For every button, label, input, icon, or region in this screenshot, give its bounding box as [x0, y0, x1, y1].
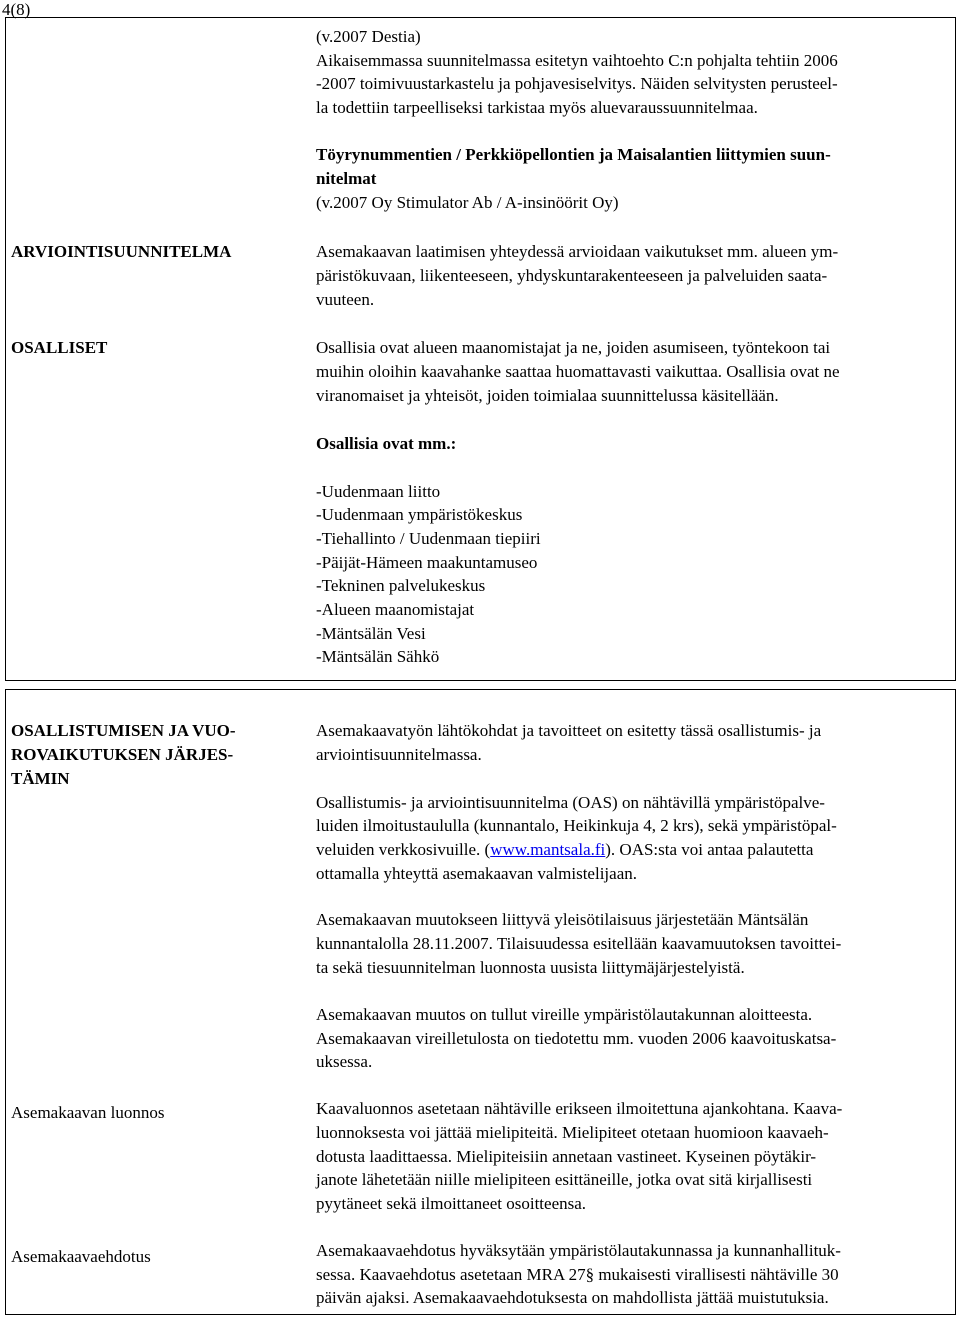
- text-line: -2007 toimivuustarkastelu ja pohjavesiselvitys. Näiden selvitysten perusteel-: [316, 74, 838, 93]
- text-line: Osallisia ovat alueen maanomistajat ja ne, joiden asumiseen, työntekoon tai: [316, 338, 831, 357]
- label-line: OSALLISTUMISEN JA VUO-: [11, 721, 236, 740]
- label-line: ROVAIKUTUKSEN JÄRJES-: [11, 745, 234, 764]
- text-line: la todettiin tarpeelliseksi tarkistaa myös aluevaraussuunnitelmaa.: [316, 98, 758, 117]
- text-line: kunnantalolla 28.11.2007. Tilaisuudessa esitellään kaavamuutoksen tavoittei-: [316, 934, 842, 953]
- text-line: arviointisuunnitelmassa.: [316, 745, 482, 764]
- heading-sub: (v.2007 Oy Stimulator Ab / A-insinöörit Oy): [316, 193, 619, 212]
- text-line: (v.2007 Destia): [316, 27, 421, 46]
- list-item: -Mäntsälän Vesi: [316, 624, 426, 643]
- text-line: pyytäneet sekä ilmoittaneet osoitteensa.: [316, 1194, 587, 1213]
- text-fragment: ). OAS:sta voi antaa palautetta: [605, 840, 814, 859]
- text-line: janote lähetetään niille mielipiteen esittäneille, jotka ovat sitä kirjallisesti: [316, 1170, 813, 1189]
- text-line: Osallistumis- ja arviointisuunnitelma (OAS) on nähtävillä ympäristöpalve-: [316, 793, 825, 812]
- luonnos-label: Asemakaavan luonnos: [11, 1103, 165, 1122]
- list-item: -Uudenmaan liitto: [316, 482, 441, 501]
- list-item: -Tekninen palvelukeskus: [316, 576, 486, 595]
- text-line: [316, 838, 813, 862]
- text-line: Asemakaavan muutos on tullut vireille ympäristölautakunnan aloitteesta.: [316, 1005, 813, 1024]
- heading-line: Töyrynummentien / Perkkiöpellontien ja Maisalantien liittymien suun-: [316, 145, 831, 164]
- text-line: luiden ilmoitustaululla (kunnantalo, Heikinkuja 4, 2 krs), sekä ympäristöpal-: [316, 816, 837, 835]
- text-line: Asemakaavan vireilletulosta on tiedotettu mm. vuoden 2006 kaavoituskatsa-: [316, 1029, 837, 1048]
- text-line: Asemakaavan laatimisen yhteydessä arvioidaan vaikutukset mm. alueen ym-: [316, 242, 839, 261]
- heading-line: nitelmat: [316, 169, 377, 188]
- text-line: Aikaisemmassa suunnitelmassa esitetyn vaihtoehto C:n pohjalta tehtiin 2006: [316, 51, 838, 70]
- label-line: TÄMIN: [11, 769, 70, 788]
- text-line: Kaavaluonnos asetetaan nähtäville erikseen ilmoitettuna ajankohtana. Kaava-: [316, 1099, 843, 1118]
- text-line: ottamalla yhteyttä asemakaavan valmistelijaan.: [316, 864, 637, 883]
- osalliset-label: OSALLISET: [11, 338, 108, 357]
- list-item: -Päijät-Hämeen maakuntamuseo: [316, 553, 538, 572]
- section-frame-bottom: [5, 689, 956, 1315]
- list-item: -Alueen maanomistajat: [316, 600, 475, 619]
- text-line: muihin oloihin kaavahanke saattaa huomattavasti vaikuttaa. Osallisia ovat ne: [316, 362, 840, 381]
- list-item: -Tiehallinto / Uudenmaan tiepiiri: [316, 529, 541, 548]
- text-line: luonnoksesta voi jättää mielipiteitä. Mielipiteet otetaan huomioon kaavaeh-: [316, 1123, 829, 1142]
- text-line: Asemakaavan muutokseen liittyvä yleisötilaisuus järjestetään Mäntsälän: [316, 910, 809, 929]
- text-line: ta sekä tiesuunnitelman luonnosta uusista liittymäjärjestelyistä.: [316, 958, 745, 977]
- text-line: Asemakaavatyön lähtökohdat ja tavoitteet on esitetty tässä osallistumis- ja: [316, 721, 822, 740]
- page-number: 4(8): [2, 0, 31, 19]
- mantsala-link[interactable]: www.mantsala.fi: [490, 840, 606, 859]
- list-item: -Uudenmaan ympäristökeskus: [316, 505, 523, 524]
- text-line: päivän ajaksi. Asemakaavaehdotuksesta on mahdollista jättää muistutuksia.: [316, 1288, 829, 1307]
- text-line: vuuteen.: [316, 290, 375, 309]
- text-line: dotusta laadittaessa. Mielipiteisiin annetaan vastineet. Kyseinen pöytäkir-: [316, 1147, 817, 1166]
- text-line: viranomaiset ja yhteisöt, joiden toimialaa suunnittelussa käsitellään.: [316, 386, 779, 405]
- text-fragment: veluiden verkkosivuille. (: [316, 840, 491, 859]
- list-item: -Mäntsälän Sähkö: [316, 647, 440, 666]
- osallisia-heading: Osallisia ovat mm.:: [316, 434, 457, 453]
- ehdotus-label: Asemakaavaehdotus: [11, 1247, 151, 1266]
- text-line: päristökuvaan, liikenteeseen, yhdyskuntarakenteeseen ja palveluiden saata-: [316, 266, 828, 285]
- arviointisuunnitelma-label: ARVIOINTISUUNNITELMA: [11, 242, 232, 261]
- text-line: Asemakaavaehdotus hyväksytään ympäristölautakunnassa ja kunnanhallituk-: [316, 1241, 841, 1260]
- text-line: uksessa.: [316, 1052, 373, 1071]
- text-line: sessa. Kaavaehdotus asetetaan MRA 27§ mukaisesti virallisesti nähtäville 30: [316, 1265, 839, 1284]
